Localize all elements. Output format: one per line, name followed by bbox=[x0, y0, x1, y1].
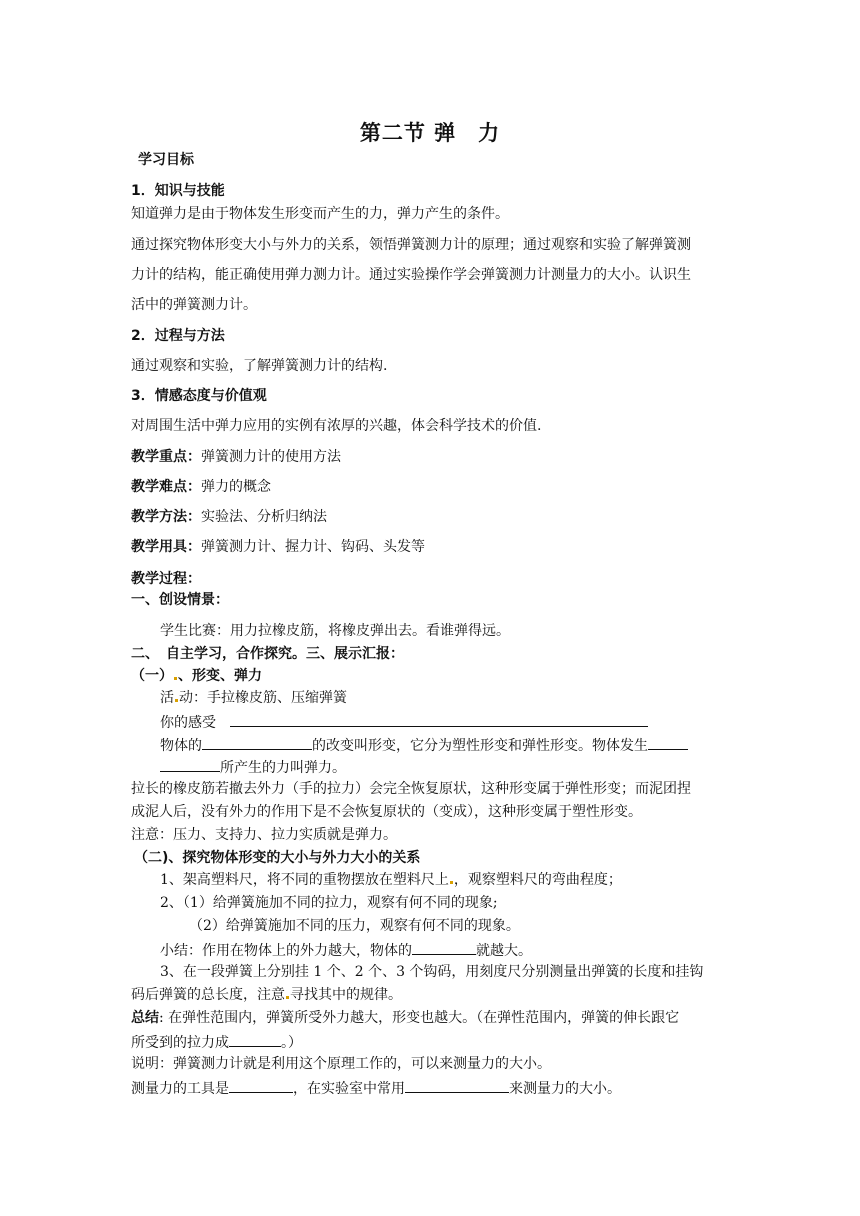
measure-line: 测量力的工具是 ，在实验室中常用 来测量力的大小。 bbox=[131, 1078, 621, 1098]
section-1-heading: 1．知识与技能 bbox=[131, 183, 225, 199]
teaching-difficulty-label: 教学难点： bbox=[131, 479, 201, 495]
deformation-blank[interactable] bbox=[202, 735, 312, 750]
teaching-focus-label: 教学重点： bbox=[131, 449, 201, 465]
teaching-difficulty-text: 弹力的概念 bbox=[201, 479, 271, 495]
part-1-heading: 一、创设情景： bbox=[131, 592, 229, 608]
experiment-2-part-2: （2）给弹簧施加不同的压力，观察有何不同的现象。 bbox=[189, 918, 520, 934]
experiment-1: 1、架高塑料尺，将不同的重物摆放在塑料尺上 ，观察塑料尺的弯曲程度； bbox=[160, 872, 622, 888]
section-3-paragraph: 对周围生活中弹力应用的实例有浓厚的兴趣，体会科学技术的价值. bbox=[131, 418, 542, 434]
goals-heading: 学习目标 bbox=[138, 152, 194, 168]
brief-summary-blank[interactable] bbox=[412, 940, 476, 955]
section-2-paragraph: 通过观察和实验，了解弹簧测力计的结构. bbox=[131, 358, 388, 374]
elastic-force-blank-part-2[interactable] bbox=[160, 757, 220, 772]
elastic-force-line: 所产生的力叫弹力。 bbox=[160, 757, 346, 777]
feeling-line: 你的感受 bbox=[160, 712, 648, 732]
marker-dot bbox=[450, 881, 453, 884]
summary-label: 总结 bbox=[131, 1010, 159, 1026]
summary-line-1: 总结: 在弹性范围内，弹簧所受外力越大，形变也越大。（在弹性范围内，弹簧的伸长跟它 bbox=[131, 1010, 680, 1026]
experiment-2-part-1: 2、（1）给弹簧施加不同的拉力，观察有何不同的现象; bbox=[160, 895, 498, 911]
part-1-text: 学生比赛：用力拉橡皮筋，将橡皮弹出去。看谁弹得远。 bbox=[160, 623, 510, 639]
activity-line: 活 动：手拉橡皮筋、压缩弹簧 bbox=[160, 690, 347, 706]
summary-line-2: 所受到的拉力成 。） bbox=[131, 1032, 302, 1052]
section-b-heading: （二)、探究物体形变的大小与外力大小的关系 bbox=[134, 850, 421, 866]
marker-dot bbox=[286, 996, 289, 999]
elastic-force-blank-part-1[interactable] bbox=[648, 735, 688, 750]
section-1-paragraph-1: 知道弹力是由于物体发生形变而产生的力，弹力产生的条件。 bbox=[131, 206, 509, 222]
section-2-heading: 2．过程与方法 bbox=[131, 328, 225, 344]
teaching-focus-text: 弹簧测力计的使用方法 bbox=[201, 449, 341, 465]
section-1-paragraph-2-line-3: 活中的弹簧测力计。 bbox=[131, 297, 257, 313]
part-2-heading: 二、 自主学习，合作探究。三、展示汇报： bbox=[131, 646, 404, 662]
teaching-process-label: 教学过程： bbox=[131, 571, 201, 587]
teaching-difficulty bbox=[131, 478, 271, 496]
experiment-3-line-1: 3、在一段弹簧上分别挂 1 个、2 个、3 个钩码，用刻度尺分别测量出弹簧的长度和挂钩 bbox=[160, 964, 704, 980]
deformation-line: 物体的 的改变叫形变，它分为塑性形变和弹性形变。物体发生 bbox=[160, 735, 688, 755]
note-line: 注意：压力、支持力、拉力实质就是弹力。 bbox=[131, 827, 397, 843]
teaching-method bbox=[131, 508, 327, 526]
proportion-blank[interactable] bbox=[229, 1032, 281, 1047]
teaching-method-text: 实验法、分析归纳法 bbox=[201, 509, 327, 525]
rubber-paragraph-line-2: 成泥人后，没有外力的作用下是不会恢复原状的（变成），这种形变属于塑性形变。 bbox=[131, 804, 642, 820]
section-3-heading: 3．情感态度与价值观 bbox=[131, 388, 267, 404]
rubber-paragraph-line-1: 拉长的橡皮筋若撤去外力（手的拉力）会完全恢复原状，这种形变属于弹性形变；而泥团捏 bbox=[131, 781, 691, 797]
brief-summary: 小结：作用在物体上的外力越大，物体的 就越大。 bbox=[160, 940, 532, 960]
marker-dot bbox=[175, 699, 178, 702]
section-a-heading: （一） 、形变、弹力 bbox=[131, 668, 262, 684]
teaching-method-label: 教学方法： bbox=[131, 509, 201, 525]
teaching-tools bbox=[131, 538, 425, 556]
experiment-3-line-2: 码后弹簧的总长度，注意 寻找其中的规律。 bbox=[131, 987, 402, 1003]
page-title: 第二节 弹 力 bbox=[359, 121, 501, 145]
marker-dot bbox=[174, 677, 177, 680]
teaching-tools-text: 弹簧测力计、握力计、钩码、头发等 bbox=[201, 539, 425, 555]
explanation-line: 说明：弹簧测力计就是利用这个原理工作的，可以来测量力的大小。 bbox=[131, 1056, 551, 1072]
teaching-tools-label: 教学用具： bbox=[131, 539, 201, 555]
teaching-focus bbox=[131, 448, 341, 466]
section-1-paragraph-2-line-2: 力计的结构，能正确使用弹力测力计。通过实验操作学会弹簧测力计测量力的大小。认识生 bbox=[131, 267, 691, 283]
feeling-blank[interactable] bbox=[230, 712, 648, 727]
lab-tool-blank[interactable] bbox=[405, 1078, 509, 1093]
measure-tool-blank[interactable] bbox=[229, 1078, 293, 1093]
section-1-paragraph-2-line-1: 通过探究物体形变大小与外力的关系，领悟弹簧测力计的原理；通过观察和实验了解弹簧测 bbox=[131, 237, 691, 253]
